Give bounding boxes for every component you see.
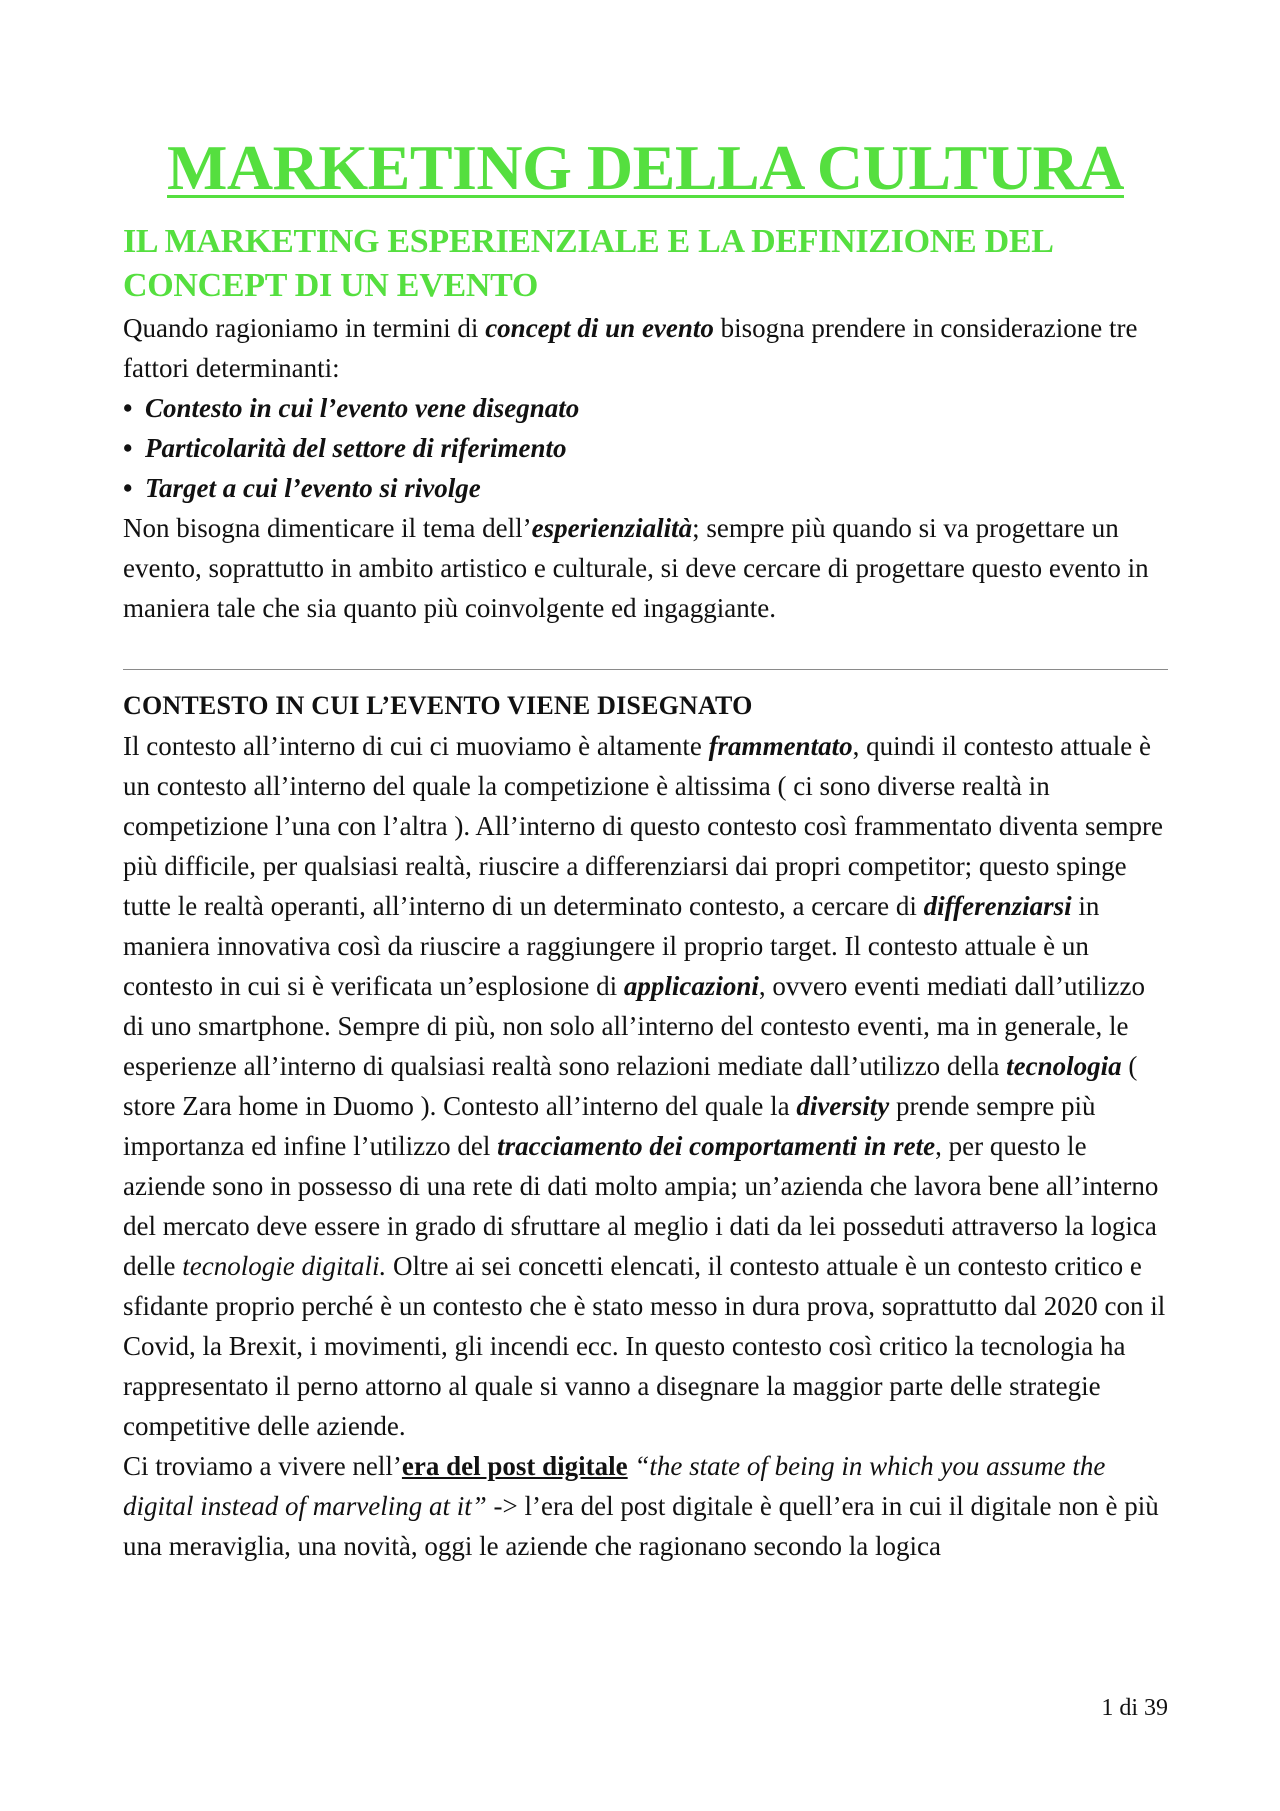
factors-list — [123, 388, 1168, 508]
section-heading-marketing-esperienziale: IL MARKETING ESPERIENZIALE E LA DEFINIZIONE DEL CONCEPT DI UN EVENTO — [123, 223, 1052, 304]
post-digitale-paragraph: Ci troviamo a vivere nell’era del post digitale “the state of being in which you assume the digital instead of marveling at it” -> l’era del post digitale è quell’era in cui il digitale non è più una meraviglia, una novità, oggi le aziende che ragionano secondo la logica — [123, 1451, 1159, 1561]
page-number: 1 di 39 — [1101, 1695, 1168, 1721]
esperienzialita-paragraph: Non bisogna dimenticare il tema dell’esperienzialità; sempre più quando si va progettare un evento, soprattutto in ambito artistico e culturale, si deve cercare di progettare questo evento in maniera tale che sia quanto più coinvolgente ed ingaggiante. — [123, 513, 1149, 623]
list-item: • Contesto in cui l’evento vene disegnato — [123, 388, 1168, 428]
section-heading-contesto: CONTESTO IN CUI L’EVENTO VIENE DISEGNATO — [123, 691, 753, 720]
contesto-paragraph: Il contesto all’interno di cui ci muoviamo è altamente frammentato, quindi il contesto attuale è un contesto all’interno del quale la competizione è altissima ( ci sono diverse realtà in competizione l’una con l’altra ). All’interno di questo contesto così frammentato diventa sempre più difficile, per qualsiasi realtà, riuscire a differenziarsi dai propri competitor; questo spinge tutte le realtà operanti, all’interno di un determinato contesto, a cercare di differenziarsi in maniera innovativa così da riuscire a raggiungere il proprio target. Il contesto attuale è un contesto in cui si è verificata un’esplosione di applicazioni, ovvero eventi mediati dall’utilizzo di uno smartphone. Sempre di più, non solo all’interno del contesto eventi, ma in generale, le esperienze all’interno di qualsiasi realtà sono relazioni mediate dall’utilizzo della tecnologia ( store Zara home in Duomo ). Contesto all’interno del quale la diversity prende sempre più importanza ed infine l’utilizzo del tracciamento dei comportamenti in rete, per questo le aziende sono in possesso di una rete di dati molto ampia; un’azienda che lavora bene all’interno del mercato deve essere in grado di sfruttare al meglio i dati da lei posseduti attraverso la logica delle tecnologie digitali. Oltre ai sei concetti elencati, il contesto attuale è un contesto critico e sfidante proprio perché è un contesto che è stato messo in dura prova, soprattutto dal 2020 con il Covid, la Brexit, i movimenti, gli incendi ecc. In questo contesto così critico la tecnologia ha rappresentato il perno attorno al quale si vanno a disegnare la maggior parte delle strategie competitive delle aziende. — [123, 731, 1166, 1441]
bullet-icon: • — [123, 433, 133, 463]
bullet-icon: • — [123, 473, 133, 503]
intro-paragraph: Quando ragioniamo in termini di concept di un evento bisogna prendere in considerazione tre fattori determinanti: — [123, 313, 1138, 383]
document-title: MARKETING DELLA CULTURA — [167, 132, 1124, 203]
section-divider — [123, 669, 1168, 670]
list-item: • Particolarità del settore di riferimento — [123, 428, 1168, 468]
document-page — [123, 130, 1168, 1566]
list-item: • Target a cui l’evento si rivolge — [123, 468, 1168, 508]
bullet-icon: • — [123, 393, 133, 423]
